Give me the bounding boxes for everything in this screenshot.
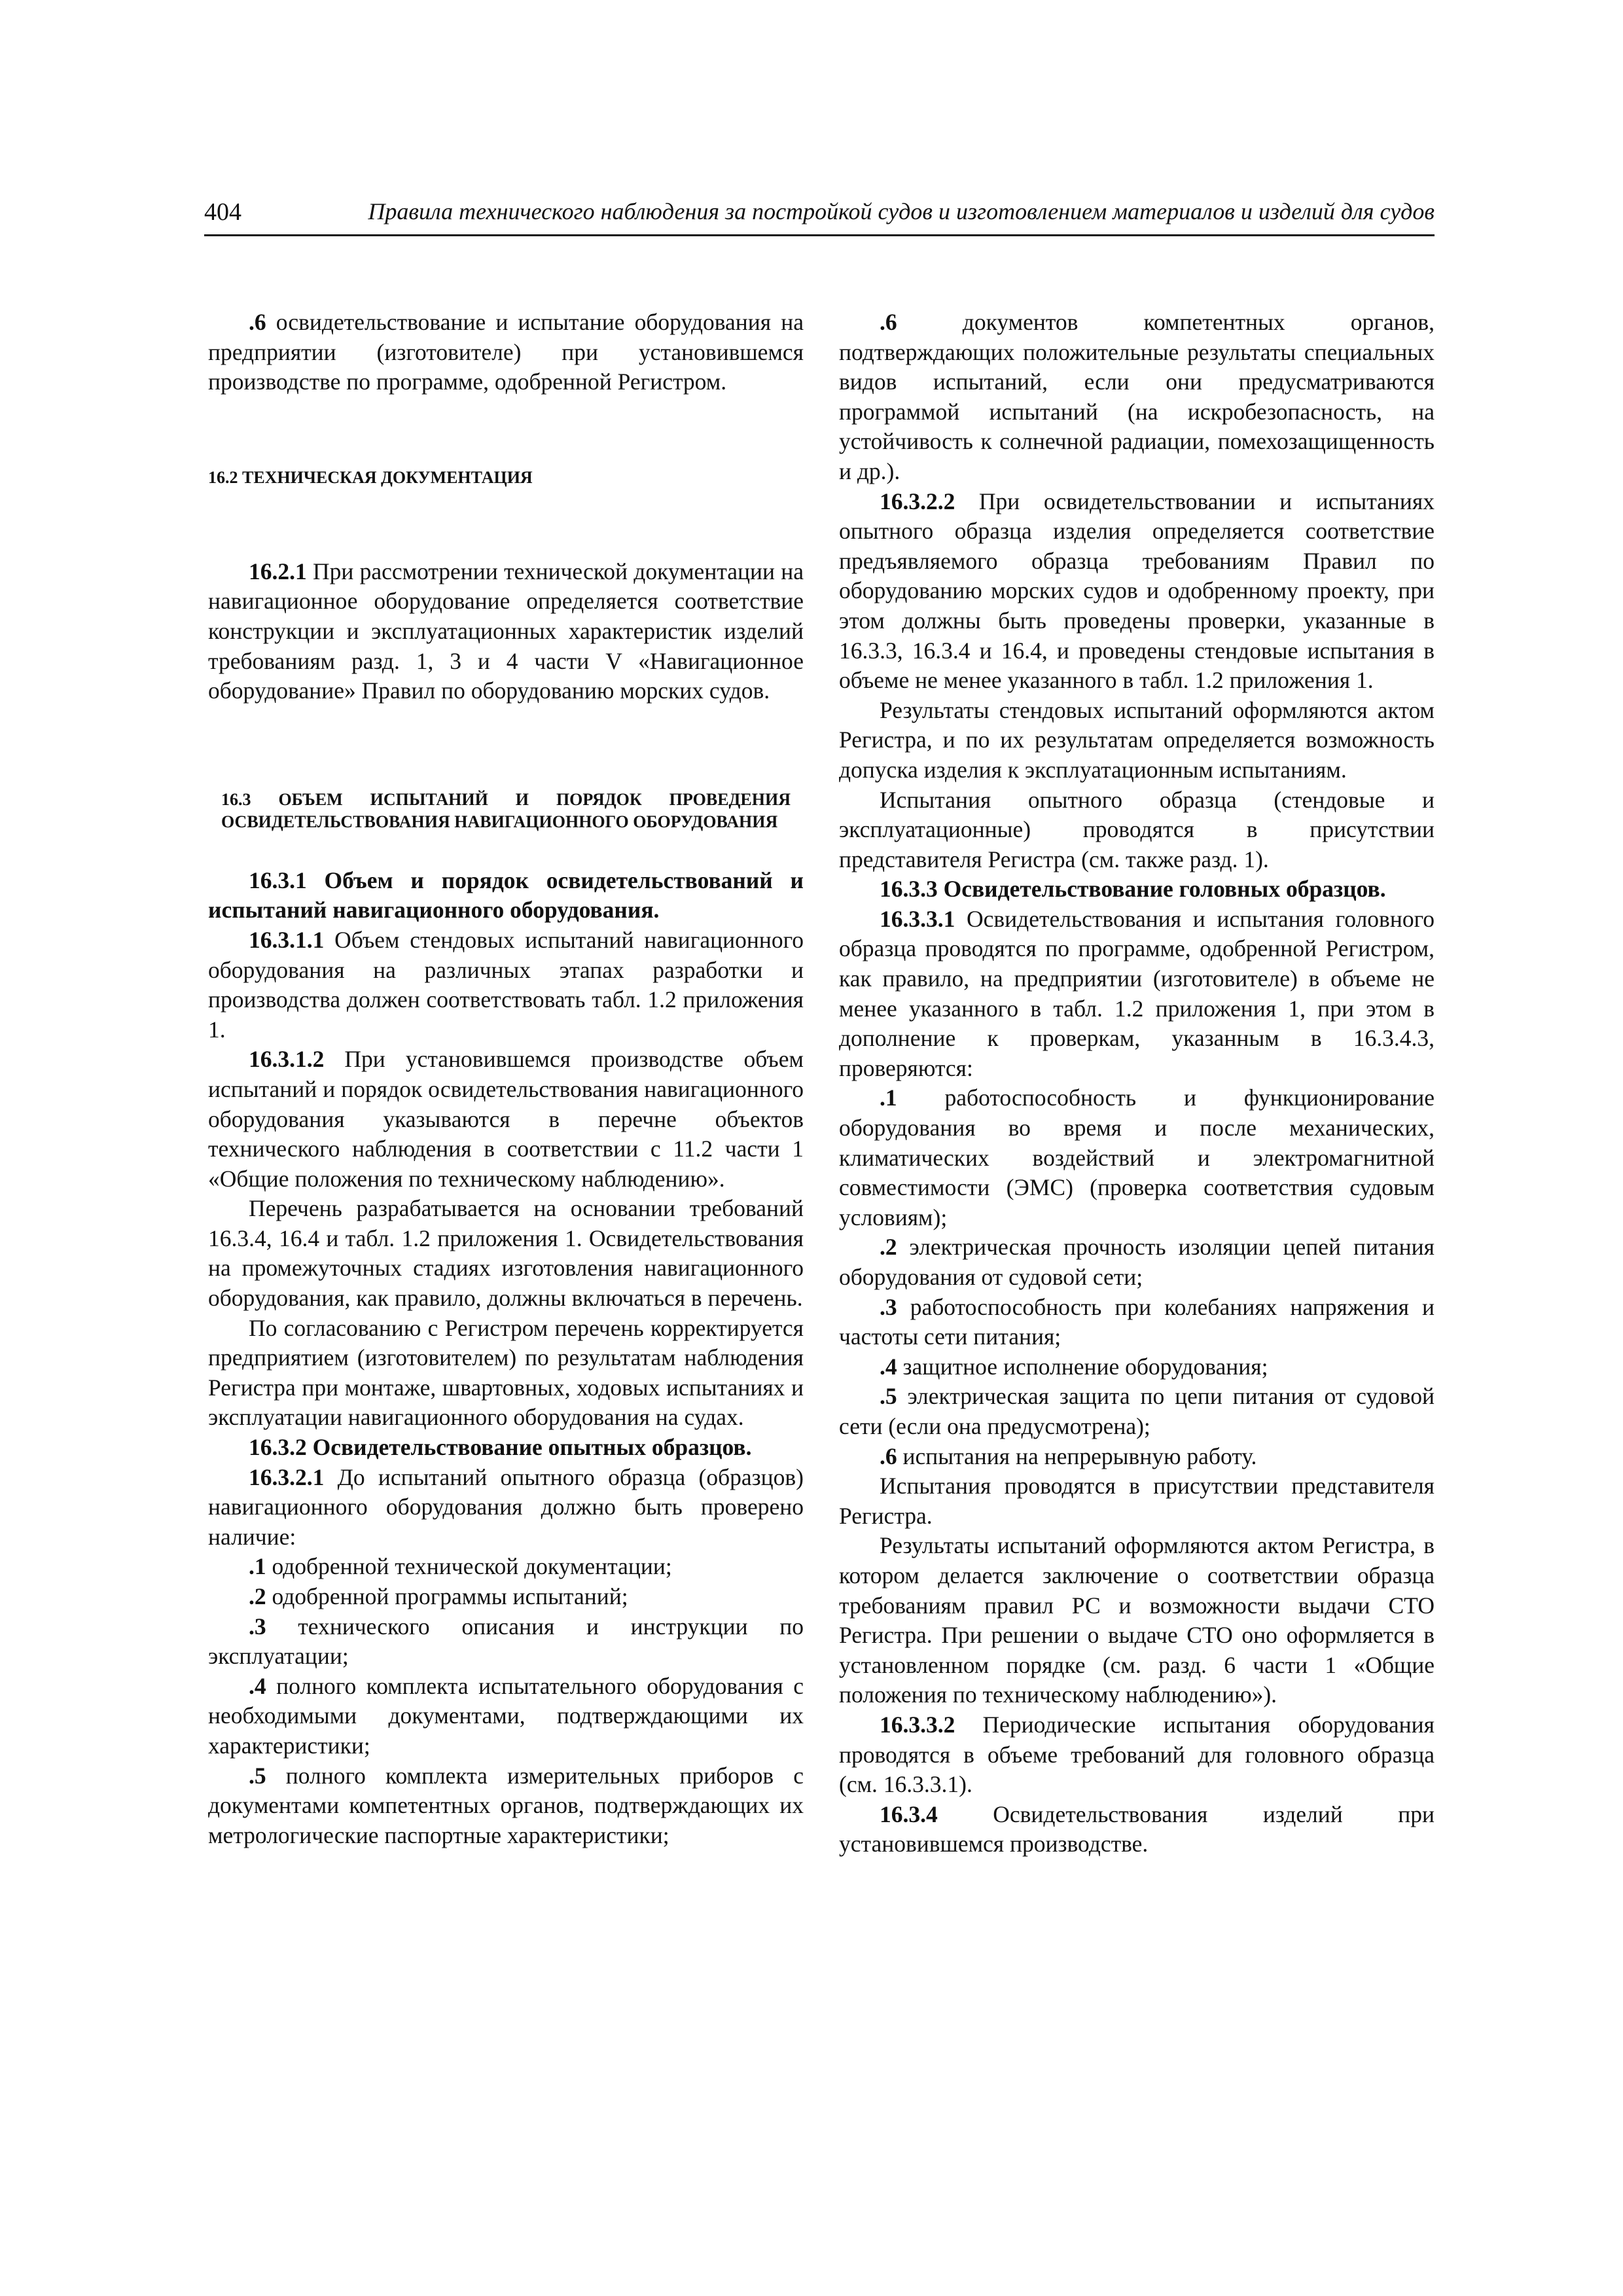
- item-number: .1: [249, 1553, 266, 1580]
- item-number: .5: [880, 1383, 897, 1410]
- item-number: .3: [880, 1293, 897, 1320]
- clause-number: 16.3.2.1: [249, 1463, 325, 1490]
- item-text: испытания на непрерывную работу.: [897, 1443, 1257, 1469]
- subsection-heading: 16.3.3 Освидетельствование головных образцов.: [880, 876, 1386, 903]
- paragraph-text: При освидетельствовании и испытаниях опытного образца изделия определяется соответствие предъявляемого образца требованиям Правил по оборудованию морских судов и одобренному проекту, при этом должны быть проведены проверки, указанные в 16.3.3, 16.3.4 и 16.4, и проведены стендовые испытания в объеме не менее указанного в табл. 1.2 приложения 1.: [839, 488, 1435, 694]
- item-text: технического описания и инструкции по эксплуатации;: [208, 1613, 804, 1670]
- clause-number: 16.3.3.1: [880, 905, 955, 932]
- item-text: защитное исполнение оборудования;: [897, 1353, 1268, 1380]
- paragraph: Испытания проводятся в присутствии представителя Регистра.: [839, 1473, 1435, 1529]
- paragraph-text: При рассмотрении технической документации на навигационное оборудование определяется соответствие конструкции и эксплуатационных характеристик изделий требованиям разд. 1, 3 и 4 части V «Навигационное оборудование» Правил по оборудованию морских судов.: [208, 558, 804, 704]
- list-item: [839, 1083, 1435, 1232]
- subsection-heading: 16.3.1 Объем и порядок освидетельствований и испытаний навигационного оборудования.: [208, 867, 804, 924]
- paragraph-text: При установившемся производстве объем испытаний и порядок освидетельствования навигационного оборудования указываются в перечне объектов технического наблюдения в соответствии с 11.2 части 1 «Общие положения по техническому наблюдению».: [208, 1046, 804, 1192]
- item-text: одобренной программы испытаний;: [266, 1583, 628, 1609]
- paragraph: Результаты стендовых испытаний оформляются актом Регистра, и по их результатам определяется возможность допуска изделия к эксплуатационным испытаниям.: [839, 696, 1435, 783]
- item-text: электрическая защита по цепи питания от судовой сети (если она предусмотрена);: [839, 1383, 1435, 1439]
- paragraph: [839, 1800, 1435, 1859]
- item-text: полного комплекта испытательного оборудования с необходимыми документами, подтверждающими их характеристики;: [208, 1672, 804, 1759]
- item-number: .6: [249, 309, 266, 335]
- section-heading-16-3: 16.3 ОБЪЕМ ИСПЫТАНИЙ И ПОРЯДОК ПРОВЕДЕНИЯ ОСВИДЕТЕЛЬСТВОВАНИЯ НАВИГАЦИОННОГО ОБОРУДОВАНИЯ: [221, 789, 791, 831]
- paragraph: [208, 1045, 804, 1194]
- item-number: .4: [249, 1672, 266, 1699]
- item-number: .2: [880, 1234, 897, 1261]
- paragraph-text: Периодические испытания оборудования проводятся в объеме требований для головного образца (см. 16.3.3.1).: [839, 1711, 1435, 1798]
- clause-number: 16.2.1: [249, 558, 307, 584]
- item-number: .1: [880, 1085, 897, 1111]
- item-number: .2: [249, 1583, 266, 1609]
- paragraph: [839, 905, 1435, 1084]
- list-item: [208, 1612, 804, 1672]
- item-text: электрическая прочность изоляции цепей питания оборудования от судовой сети;: [839, 1234, 1435, 1290]
- list-item: [208, 1552, 804, 1582]
- paragraph-text: До испытаний опытного образца (образцов) навигационного оборудования должно быть проверено наличие:: [208, 1463, 804, 1550]
- list-item: [839, 1442, 1435, 1472]
- list-item: [839, 1382, 1435, 1441]
- item-text: работоспособность и функционирование оборудования во время и после механических, климатических воздействий и электромагнитной совместимости (ЭМС) (проверка соответствия судовым условиям);: [839, 1085, 1435, 1230]
- subsection-heading: 16.3.2 Освидетельствование опытных образцов.: [249, 1434, 752, 1461]
- item-number: .6: [880, 1443, 897, 1469]
- paragraph-text: Освидетельствования и испытания головного образца проводятся по программе, одобренной Регистром, как правило, на предприятии (изготовителе) в объеме не менее указанного в табл. 1.2 приложения 1, при этом в дополнение к проверкам, указанным в 16.3.4.3, проверяются:: [839, 905, 1435, 1081]
- item-text: документов компетентных органов, подтверждающих положительные результаты специальных видов испытаний, если они предусматриваются программой испытаний (на искробезопасность, на устойчивость к солнечной радиации, помехозащищенность и др.).: [839, 309, 1435, 484]
- item-text: одобренной технической документации;: [266, 1553, 672, 1580]
- item-number: .5: [249, 1762, 266, 1789]
- list-item: [839, 1232, 1435, 1292]
- paragraph: [208, 557, 804, 706]
- item-number: .6: [880, 309, 897, 335]
- list-item: [208, 1672, 804, 1761]
- page-header: [204, 194, 1435, 236]
- paragraph: Перечень разрабатывается на основании требований 16.3.4, 16.4 и табл. 1.2 приложения 1. Освидетельствования на промежуточных стадиях изготовления навигационного оборудования, как правило, должны включаться в перечень.: [208, 1195, 804, 1312]
- paragraph: [208, 1463, 804, 1552]
- list-item: [208, 1761, 804, 1851]
- page-number: 404: [204, 198, 241, 226]
- paragraph: [839, 487, 1435, 696]
- right-column: [839, 308, 1435, 1859]
- paragraph: [208, 308, 804, 397]
- list-item: [839, 1352, 1435, 1382]
- paragraph: [208, 925, 804, 1045]
- paragraph: По согласованию с Регистром перечень корректируется предприятием (изготовителем) по результатам наблюдения Регистра при монтаже, швартовных, ходовых испытаниях и эксплуатации навигационного оборудования на судах.: [208, 1314, 804, 1431]
- clause-number: 16.3.1.2: [249, 1046, 325, 1073]
- list-item: [839, 1293, 1435, 1352]
- running-title: Правила технического наблюдения за постройкой судов и изготовлением материалов и изделий для судов: [368, 198, 1435, 224]
- section-heading-16-2: 16.2 ТЕХНИЧЕСКАЯ ДОКУМЕНТАЦИЯ: [208, 467, 533, 487]
- left-column: [208, 308, 804, 1850]
- clause-number: 16.3.2.2: [880, 488, 955, 514]
- item-number: .3: [249, 1613, 266, 1640]
- paragraph: Испытания опытного образца (стендовые и эксплуатационные) проводятся в присутствии представителя Регистра (см. также разд. 1).: [839, 786, 1435, 872]
- clause-number: 16.3.3.2: [880, 1711, 955, 1738]
- item-text: работоспособность при колебаниях напряжения и частоты сети питания;: [839, 1293, 1435, 1350]
- paragraph-text: освидетельствование и испытание оборудования на предприятии (изготовителе) при установившемся производстве по программе, одобренной Регистром.: [208, 309, 804, 395]
- list-item: [208, 1582, 804, 1612]
- paragraph: [839, 1710, 1435, 1800]
- paragraph: Результаты испытаний оформляются актом Регистра, в котором делается заключение о соответствии образца требованиям правил РС и возможности выдачи СТО Регистра. При решении о выдаче СТО оно оформляется в установленном порядке (см. разд. 6 части 1 «Общие положения по техническому наблюдению»).: [839, 1532, 1435, 1708]
- clause-number: 16.3.4: [880, 1801, 938, 1827]
- paragraph-text: Объем стендовых испытаний навигационного оборудования на различных этапах разработки и производства должен соответствовать табл. 1.2 приложения 1.: [208, 926, 804, 1043]
- paragraph-text: Освидетельствования изделий при установившемся производстве.: [839, 1801, 1435, 1857]
- item-number: .4: [880, 1353, 897, 1380]
- clause-number: 16.3.1.1: [249, 926, 325, 953]
- item-text: полного комплекта измерительных приборов с документами компетентных органов, подтверждающих их метрологические паспортные характеристики;: [208, 1762, 804, 1848]
- list-item: [839, 308, 1435, 487]
